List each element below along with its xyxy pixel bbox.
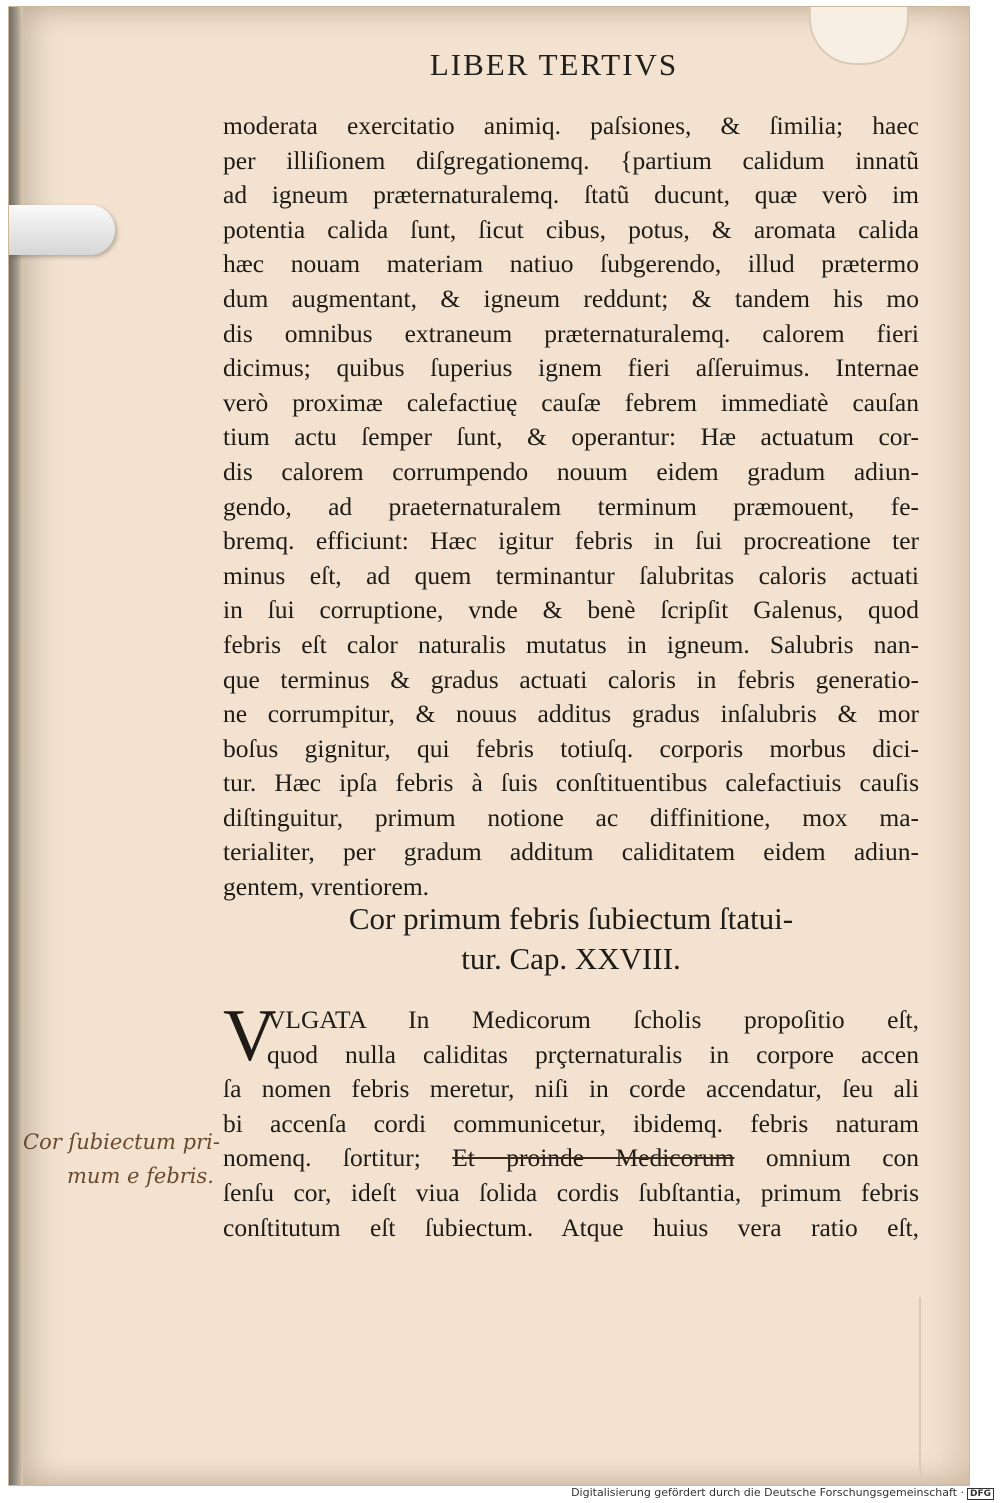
text-line: conſtitutum eſt ſubiectum. Atque huius vera ratio eſt, [223,1212,919,1242]
page-clip-right [919,1297,947,1486]
chapter-text-block [223,1003,919,1245]
dfg-logo: DFG [967,1488,994,1500]
text-line: diſtinguitur, primum notione ac diffinitione, mox ma- [223,802,919,832]
text-line: potentia calida ſunt, ſicut cibus, potus, & aromata calida [223,214,919,244]
chapter-heading-line: Cor primum febris ſubiectum ſtatui- [348,901,794,936]
drop-initial: V [223,995,277,1077]
struck-text: Et proinde Medicorum [452,1143,735,1173]
book-page [8,6,970,1486]
text-line: ad igneum præternaturalemq. ſtatũ ducunt, quæ verò im [223,180,919,210]
text-line: minus eſt, ad quem terminantur ſalubritas caloris actuati [223,560,919,590]
text-line: terialiter, per gradum additum caliditatem eidem adiun- [223,837,919,867]
chapter-heading [223,899,919,979]
text-segment: omnium con [765,1143,920,1173]
page-clip-left [9,205,115,255]
text-segment: nomenq. ſortitur; [223,1143,421,1173]
text-line: in ſui corruptione, vnde & benè ſcripſit Galenus, quod [223,595,919,625]
margin-note-line: mum e febris. [67,1164,214,1188]
text-line [223,1141,919,1176]
text-line: dis calorem corrumpendo nouum eidem gradum adiun- [223,456,919,486]
running-head: LIBER TERTIVS [429,47,679,82]
text-line: gentem, vrentiorem. [223,872,430,902]
text-line: hæc nouam materiam natiuo ſubgerendo, illud prætermo [223,249,919,279]
handwritten-margin-note [23,1125,223,1193]
text-line: moderata exercitatio animiq. paſsiones, & ſimilia; haec [223,111,919,140]
text-line: quod nulla caliditas prçternaturalis in corpore accen [267,1039,919,1069]
text-line: per illiſionem diſgregationemq. {partium calidum innatũ [223,145,919,175]
text-line: ne corrumpitur, & nouus additus gradus inſalubris & mor [223,699,919,729]
text-line: bremq. efficiunt: Hæc igitur febris in ſui procreatione ter [223,526,919,556]
text-line: bi accenſa cordi communicetur, ibidemq. febris naturam [223,1108,919,1138]
text-line: verò proximæ calefactiuę cauſæ febrem immediatè cauſan [223,387,919,417]
text-line: ſa nomen febris meretur, niſi in corde accendatur, ſeu ali [223,1074,919,1104]
text-line: dis omnibus extraneum præternaturalemq. calorem fieri [223,318,919,348]
text-line: ſenſu cor, ideſt viua ſolida cordis ſubſtantia, primum febris [223,1177,919,1207]
text-line: VLGATA In Medicorum ſcholis propoſitio eſt, [267,1005,919,1034]
text-line: dicimus; quibus ſuperius ignem fieri aſſeruimus. Internae [223,353,919,383]
text-line: tur. Hæc ipſa febris à ſuis conſtituentibus calefactiuis cauſis [223,768,919,798]
footer-text: Digitalisierung gefördert durch die Deutsche Forschungsgemeinschaft · [571,1486,964,1499]
text-line: gendo, ad praeternaturalem terminum præmouent, fe- [223,491,919,521]
text-line: dum augmentant, & igneum reddunt; & tandem his mo [223,283,919,313]
text-line: que terminus & gradus actuati caloris in febris generatio- [223,664,919,694]
chapter-heading-line: tur. Cap. XXVIII. [461,941,681,976]
text-line: tium actu ſemper ſunt, & operantur: Hæ actuatum cor- [223,422,919,452]
main-text-block [223,109,919,905]
text-line: febris eſt calor naturalis mutatus in igneum. Salubris nan- [223,629,919,659]
text-line: boſus gignitur, qui febris totiuſq. corporis morbus dici- [223,733,919,763]
digitization-footer [571,1486,994,1499]
margin-note-line: Cor ſubiectum pri- [23,1130,220,1154]
